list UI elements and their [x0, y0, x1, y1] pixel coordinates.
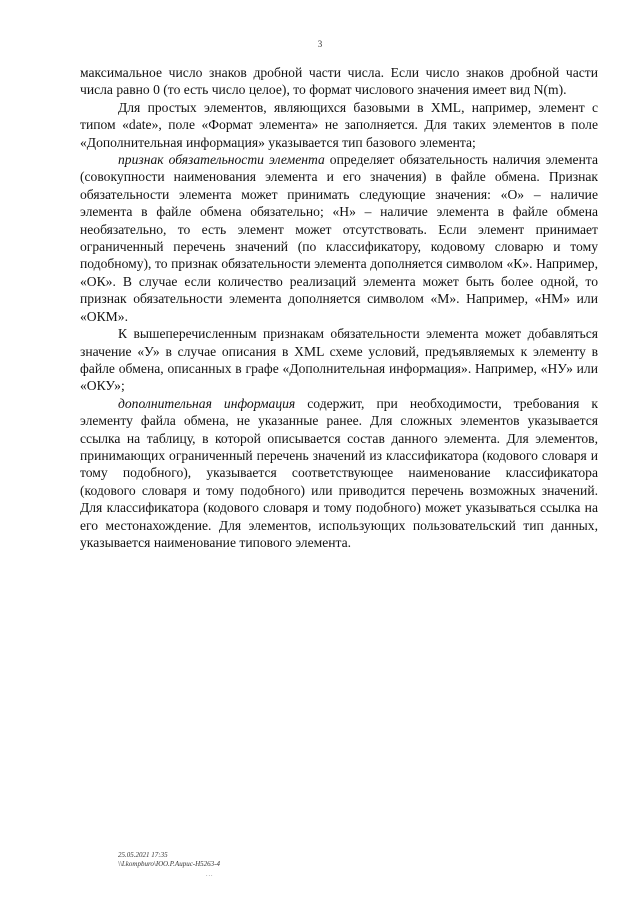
footer-path: \\Lkompburo\ЮО.P.Аирис-Н5263-4: [118, 860, 221, 868]
term-additional-info: дополнительная информация: [118, 395, 296, 411]
term-mandatory-sign: признак обязательности элемента: [118, 152, 325, 168]
paragraph-mandatory-sign: [80, 151, 598, 325]
footer-mark: ...: [206, 872, 214, 878]
paragraph-additional-info: [80, 395, 598, 552]
paragraph-simple-elements: Для простых элементов, являющихся базовыми в XML, например, элемент с типом «date», поле «Формат элемента» не заполняется. Для таких элементов в поле «Дополнительная информация» указывается тип базового элемента;: [80, 99, 598, 150]
footer-date: 25.05.2021 17:35: [118, 851, 168, 859]
paragraph-number-format-end: максимальное число знаков дробной части числа. Если число знаков дробной части числа равно 0 (то есть число целое), то формат числового значения имеет вид N(m).: [80, 65, 598, 98]
print-footer: [118, 851, 220, 869]
document-body: [80, 64, 598, 551]
paragraph-additional-info-text: содержит, при необходимости, требования к элементу файла обмена, не указанные ранее. Для сложных элементов указывается ссылка на таблицу, в которой описывается состав данного элемента. Для элементов, принимающих ограниченный перечень значений из классификатора (кодового словаря и тому подобного), указывается соответствующее наименование классификатора (кодового словаря и тому подобного) или приводится перечень возможных значений. Для классификатора (кодового словаря и тому подобного) может указываться ссылка на его местонахождение. Для элементов, использующих пользовательский тип данных, указывается наименование типового элемента.: [80, 395, 598, 550]
paragraph-condition-value: К вышеперечисленным признакам обязательности элемента может добавляться значение «У» в случае описания в XML схеме условий, предъявляемых к элементу в файле обмена, описанных в графе «Дополнительная информация». Например, «НУ» или «ОКУ»;: [80, 326, 598, 394]
paragraph-mandatory-sign-text: определяет обязательность наличия элемента (совокупности наименования элемента и его значения) в файле обмена. Признак обязательности элемента может принимать следующие значения: «О» – наличие элемента в файле обмена обязательно; «Н» – наличие элемента в файле обмена необязательно, то есть элемент может отсутствовать. Если элемент принимает ограниченный перечень значений (по классификатору, кодовому словарю и тому подобному), то признак обязательности элемента дополняется символом «К». Например, «ОК». В случае если количество реализаций элемента может быть более одной, то признак обязательности элемента дополняется символом «М». Например, «НМ» или «ОКМ».: [80, 152, 598, 324]
page-number: 3: [317, 39, 323, 49]
